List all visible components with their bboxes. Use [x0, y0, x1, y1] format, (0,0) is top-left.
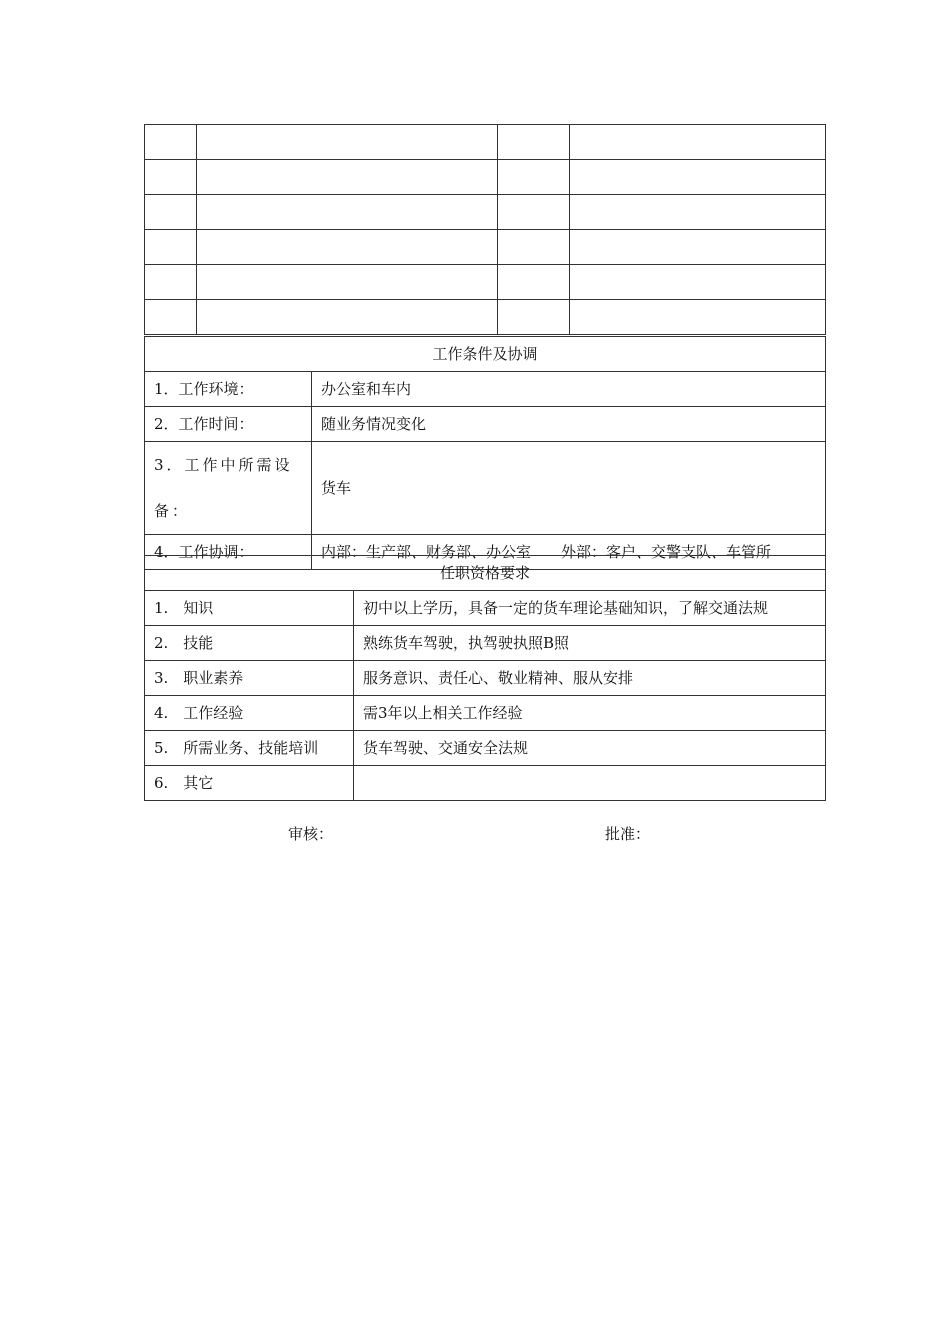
- table-row: [145, 626, 826, 661]
- table-row: [145, 696, 826, 731]
- row-value: 内部：生产部、财务部、办公室 外部：客户、交警支队、车管所: [312, 535, 826, 570]
- table-row: [145, 442, 826, 535]
- blank-cell: [498, 160, 570, 195]
- table-row: [145, 337, 826, 372]
- table-row: [145, 265, 826, 300]
- blank-cell: [498, 265, 570, 300]
- table-row: [145, 195, 826, 230]
- row-label: 3. 职业素养: [145, 661, 354, 696]
- row-label: 2．工作时间：: [145, 407, 312, 442]
- blank-cell: [145, 230, 197, 265]
- row-label: 6. 其它: [145, 766, 354, 801]
- work-conditions-table: [144, 336, 826, 570]
- row-value: 货车: [312, 442, 826, 535]
- row-label: 5. 所需业务、技能培训: [145, 731, 354, 766]
- table-row: [145, 556, 826, 591]
- blank-cell: [570, 265, 826, 300]
- row-label: 1. 知识: [145, 591, 354, 626]
- qualifications-table: [144, 555, 826, 801]
- table-row: [145, 300, 826, 335]
- blank-cell: [197, 300, 498, 335]
- blank-cell: [197, 195, 498, 230]
- section-heading: 工作条件及协调: [145, 337, 826, 372]
- blank-cell: [498, 125, 570, 160]
- blank-cell: [498, 300, 570, 335]
- row-value: 货车驾驶、交通安全法规: [354, 731, 826, 766]
- blank-cell: [145, 160, 197, 195]
- row-value: 服务意识、责任心、敬业精神、服从安排: [354, 661, 826, 696]
- table-row: [145, 372, 826, 407]
- blank-cell: [145, 125, 197, 160]
- table-row: [145, 160, 826, 195]
- row-value: 需3年以上相关工作经验: [354, 696, 826, 731]
- blank-cell: [145, 195, 197, 230]
- blank-grid-table: [144, 124, 826, 335]
- row-value: 初中以上学历，具备一定的货车理论基础知识，了解交通法规: [354, 591, 826, 626]
- blank-cell: [197, 230, 498, 265]
- row-value: 办公室和车内: [312, 372, 826, 407]
- blank-cell: [570, 300, 826, 335]
- blank-cell: [197, 160, 498, 195]
- table-row: [145, 661, 826, 696]
- blank-cell: [197, 125, 498, 160]
- table-row: [145, 731, 826, 766]
- row-value: 熟练货车驾驶，执驾驶执照B照: [354, 626, 826, 661]
- approve-signature-label: 批准：: [605, 825, 651, 843]
- review-signature-label: 审核：: [288, 825, 334, 843]
- table-row: [145, 230, 826, 265]
- blank-cell: [570, 195, 826, 230]
- table-row: [145, 407, 826, 442]
- table-row: [145, 591, 826, 626]
- row-label: 4. 工作经验: [145, 696, 354, 731]
- blank-cell: [498, 230, 570, 265]
- table-row: [145, 766, 826, 801]
- row-label: 4．工作协调：: [145, 535, 312, 570]
- row-label: 3．工作中所需设备：: [145, 442, 312, 535]
- row-label: 1．工作环境：: [145, 372, 312, 407]
- blank-cell: [145, 265, 197, 300]
- blank-cell: [145, 300, 197, 335]
- row-label: 2. 技能: [145, 626, 354, 661]
- table-row: [145, 125, 826, 160]
- section-heading: 任职资格要求: [145, 556, 826, 591]
- blank-cell: [570, 160, 826, 195]
- blank-cell: [197, 265, 498, 300]
- row-value: [354, 766, 826, 801]
- blank-cell: [498, 195, 570, 230]
- blank-cell: [570, 125, 826, 160]
- row-value: 随业务情况变化: [312, 407, 826, 442]
- blank-cell: [570, 230, 826, 265]
